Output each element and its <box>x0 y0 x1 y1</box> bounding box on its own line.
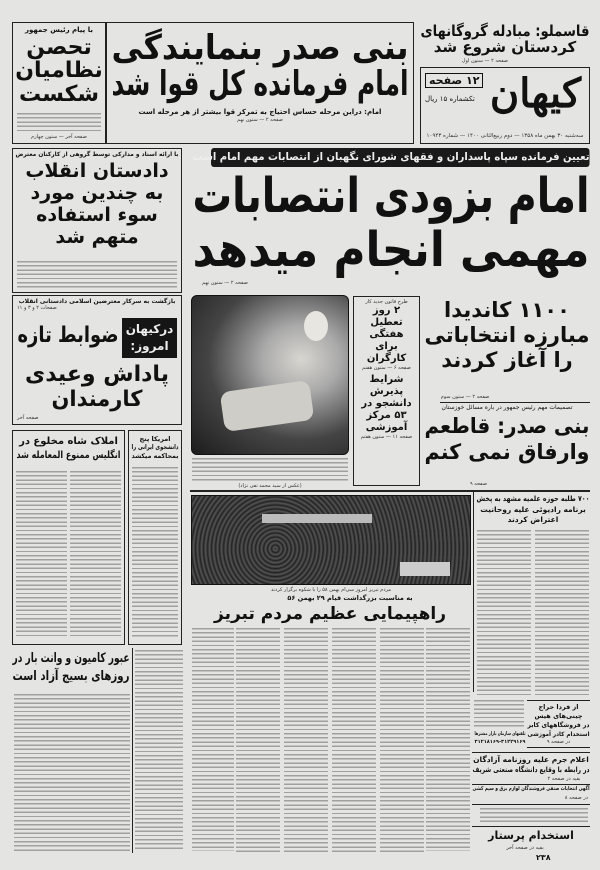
kicker: با ارائه اسناد و مدارکی توسط گروهی از کارکنان معترض <box>15 151 179 158</box>
headline <box>354 305 419 365</box>
banisadr-headline <box>424 413 590 466</box>
headline-line: اعتراض کردند <box>507 515 559 524</box>
bonus-story <box>12 295 182 425</box>
article-body-text <box>132 467 178 639</box>
headline-line: دانشجو در <box>361 398 412 409</box>
masthead <box>420 67 590 144</box>
badge-line: امروز: <box>130 338 169 353</box>
article-body-text <box>17 261 177 289</box>
article-body-text <box>284 628 328 853</box>
article-body-text <box>192 628 234 851</box>
headline-line: کارگران <box>366 353 407 364</box>
article-body-text <box>16 471 67 639</box>
headline-line: شرایط <box>369 374 404 385</box>
page-reference: صفحه ۲ — ستون نهم <box>202 280 248 286</box>
article-body-text <box>477 530 531 696</box>
headline-line: امریکا پنج <box>139 435 171 443</box>
headline-line: تعطیل <box>370 317 403 328</box>
tabriz-crowd-photo <box>191 495 471 585</box>
headline <box>13 36 105 105</box>
article-body-text <box>192 458 348 482</box>
headline-line: پاداش وعیدی <box>25 362 169 387</box>
headline <box>13 161 181 248</box>
subheadline: بازگشت به سرکار معترضین اسلامی دادستانی انقلاب <box>18 298 176 305</box>
portrait-photo <box>191 295 349 455</box>
phones-value: ۳۱۲۱۸۱۶۹-۳۱۲۲۹۱۶۹ <box>474 738 526 745</box>
headline-line: انگلیس ممنوع المعامله شد <box>16 450 121 461</box>
banner-kicker: تعیین فرمانده سپاه پاسداران و فقهای شورای نگهبان از انتصابات مهم امام است <box>211 148 589 167</box>
kicker: تصمیمات مهم رئیس جمهور در باره مسائل خوزستان <box>441 404 573 411</box>
lead-story-banisadr <box>106 22 414 144</box>
headline-line: برای <box>375 341 398 352</box>
headline-line: روزهای بسیج آزاد است <box>12 668 130 684</box>
headline-line: آموزشی <box>365 422 408 433</box>
headline-line: املاک شاه مخلوع در <box>19 436 118 447</box>
page-reference: در صفحه ۸ <box>564 795 588 801</box>
headline-line: ۲ روز <box>372 305 401 316</box>
article-body-text <box>70 471 121 639</box>
headline-line: کردستان شروع شد <box>433 37 577 56</box>
kicker: طرح قانون جدید کار <box>365 299 408 305</box>
candidates-headline <box>424 298 590 374</box>
headline-line: شکست <box>18 81 100 107</box>
headline-line: تحصن <box>26 35 92 61</box>
headline-line: امام فرمانده کل قوا شد <box>111 63 409 104</box>
page-reference: صفحه ۹ <box>470 481 487 487</box>
shah-property-story <box>12 430 125 645</box>
article-body-text <box>380 628 424 853</box>
labor-law-box <box>353 296 420 486</box>
headline: ضوابط تازه <box>17 323 119 348</box>
top-left-story <box>12 22 106 144</box>
teacher-hire: استخدام کادر آموزشی <box>527 731 590 739</box>
in-today-badge <box>122 318 177 358</box>
article-body-text <box>474 700 524 728</box>
kicker: با پیام رئیس جمهور <box>24 26 93 34</box>
mashhad-headline <box>476 494 590 526</box>
column-divider <box>472 804 590 805</box>
headline-line: عبور کامیون و وانت بار در <box>12 651 130 666</box>
headline-line: ۵۳ مرکز <box>366 410 407 421</box>
nurse-hire-headline: استخدام پرستار <box>488 829 574 842</box>
dateline: سه‌شنبه ۳۰ بهمن ماه ۱۳۵۸ — دوم ربیع‌الثانی ۱۴۰۰ — شماره ۱۰۹۴۳ <box>426 133 584 140</box>
trucks-headline <box>12 650 130 685</box>
headline-line: در رابطه با وقایع دانشگاه صنعتی شریف <box>472 765 590 775</box>
badge-line: درکیهان <box>125 322 174 336</box>
china-sale-ad <box>527 700 590 748</box>
headline-line: دانشجوی ایرانی را <box>131 443 179 452</box>
phones-label: تلفنهای سازمان بازار مشترها <box>474 731 526 737</box>
prosecutor-story <box>12 148 182 293</box>
headline-line: امام بزودی انتصابات <box>192 168 590 224</box>
column-divider <box>472 784 590 785</box>
headline <box>107 28 413 104</box>
headline-line: در فروشگاههای کابر <box>527 721 590 730</box>
tabriz-headline: راهپیمایی عظیم مردم تبریز <box>214 604 446 624</box>
article-body-text <box>332 628 376 853</box>
article-body-text <box>535 530 589 696</box>
headline-line: قاسملو: مبادله گروگانهای <box>420 22 590 40</box>
headline-line: را آغاز کردند <box>441 348 573 373</box>
azadegan-headline <box>472 755 590 775</box>
kicker: به مناسبت بزرگداشت قیام ۲۹ بهمن ۵۶ <box>287 594 413 602</box>
headline-line: نظامیان <box>15 58 103 84</box>
column-divider <box>473 492 474 692</box>
headline-line: مبارزه انتخاباتی <box>424 323 590 348</box>
phone-numbers <box>474 731 526 746</box>
kurdistan-headline <box>420 24 590 56</box>
column-divider <box>132 648 133 853</box>
headline-line: هفتگی <box>369 329 404 340</box>
page-reference: صفحه ۱۱ — ستون هفتم <box>360 434 413 440</box>
article-body-text <box>426 628 470 851</box>
headline-line: ۱۱۰۰ کاندیدا <box>444 298 570 322</box>
headline-line: چینی‌های هیس <box>534 712 583 721</box>
headline-line: از فردا حراج <box>538 703 579 711</box>
subheadline: امام: دراین مرحله حساس احتیاج به تمرکز قوا بیشتر از هر مرحله است <box>138 108 382 117</box>
headline-line: کارمندان <box>51 387 143 413</box>
headline <box>17 362 177 413</box>
headline-line: به چندین مورد <box>30 182 164 205</box>
america-story <box>128 430 182 645</box>
article-body-text <box>14 694 130 852</box>
column-divider <box>472 752 590 753</box>
article-body-text <box>17 113 101 131</box>
headline-line: اعلام جرم علیه روزنامه آزادگان <box>473 755 589 764</box>
page-reference: صفحه آخر — ستون چهارم <box>31 134 87 140</box>
page-reference: صفحه آخر <box>17 415 39 421</box>
page-reference: صفحه ۲ — ستون سوم <box>440 394 490 400</box>
page-reference: در صفحه ۹ <box>546 738 571 745</box>
headline-line: بنی صدر بنمایندگی <box>111 28 409 68</box>
page-reference: بقیه در صفحه آخر <box>506 845 544 851</box>
page-reference: صفحات ۲ و ۳ و ۱۱ <box>17 305 57 312</box>
page-reference: صفحه ۲ — ستون نهم <box>237 116 283 123</box>
headline-line: بنی صدر: قاطعم <box>424 414 590 438</box>
headline-line: وارفاق نمی کنم <box>424 440 590 465</box>
newspaper-logo: کیهان <box>489 70 581 117</box>
headline-line: ۷۰۰ طلبه حوزه علمیه مشهد به پخش <box>476 494 590 503</box>
column-divider <box>440 402 590 403</box>
article-body-text <box>135 650 183 850</box>
article-body-text <box>236 628 280 853</box>
electrical-notice: آگهی انتخابات صنفی فروشندگان لوازم برق و سیم کشی <box>472 786 590 792</box>
headline-line: بمحاکمه میکشد <box>131 451 179 460</box>
column-divider <box>190 490 590 492</box>
page-reference: بقیه در صفحه ۲ <box>547 776 581 782</box>
headline <box>129 435 181 460</box>
headline-line: برنامه رادیوئی علیه روحانیت <box>480 504 586 514</box>
page-number: ۲۳۸ <box>536 853 551 862</box>
price: تکشماره ۱۵ ریال <box>425 95 475 103</box>
page-count-badge: ۱۲ صفحه <box>425 73 483 88</box>
headline <box>527 703 590 730</box>
headline-line: پذیرش <box>369 386 404 397</box>
headline-line: دادستان انقلاب <box>25 160 169 183</box>
column-divider <box>472 826 590 827</box>
article-body-text <box>480 808 588 822</box>
photo-caption: (عکس از سید محمد تقی نژاد) <box>238 483 302 489</box>
photo-caption: مردم تبریز امروز سی‌ام بهمن ۵۸ را با شکوه برگزار کردند <box>270 587 392 593</box>
headline-line: متهم شد <box>55 225 139 248</box>
page-reference: صفحه ۲ — ستون اول <box>461 58 509 64</box>
headline-line: مهمی انجام میدهد <box>192 221 590 278</box>
headline <box>13 435 124 463</box>
main-headline <box>192 170 590 278</box>
headline-line: سوء استفاده <box>36 203 158 226</box>
headline <box>354 374 419 434</box>
page-reference: صفحه ۶ — ستون هفتم <box>362 365 411 371</box>
